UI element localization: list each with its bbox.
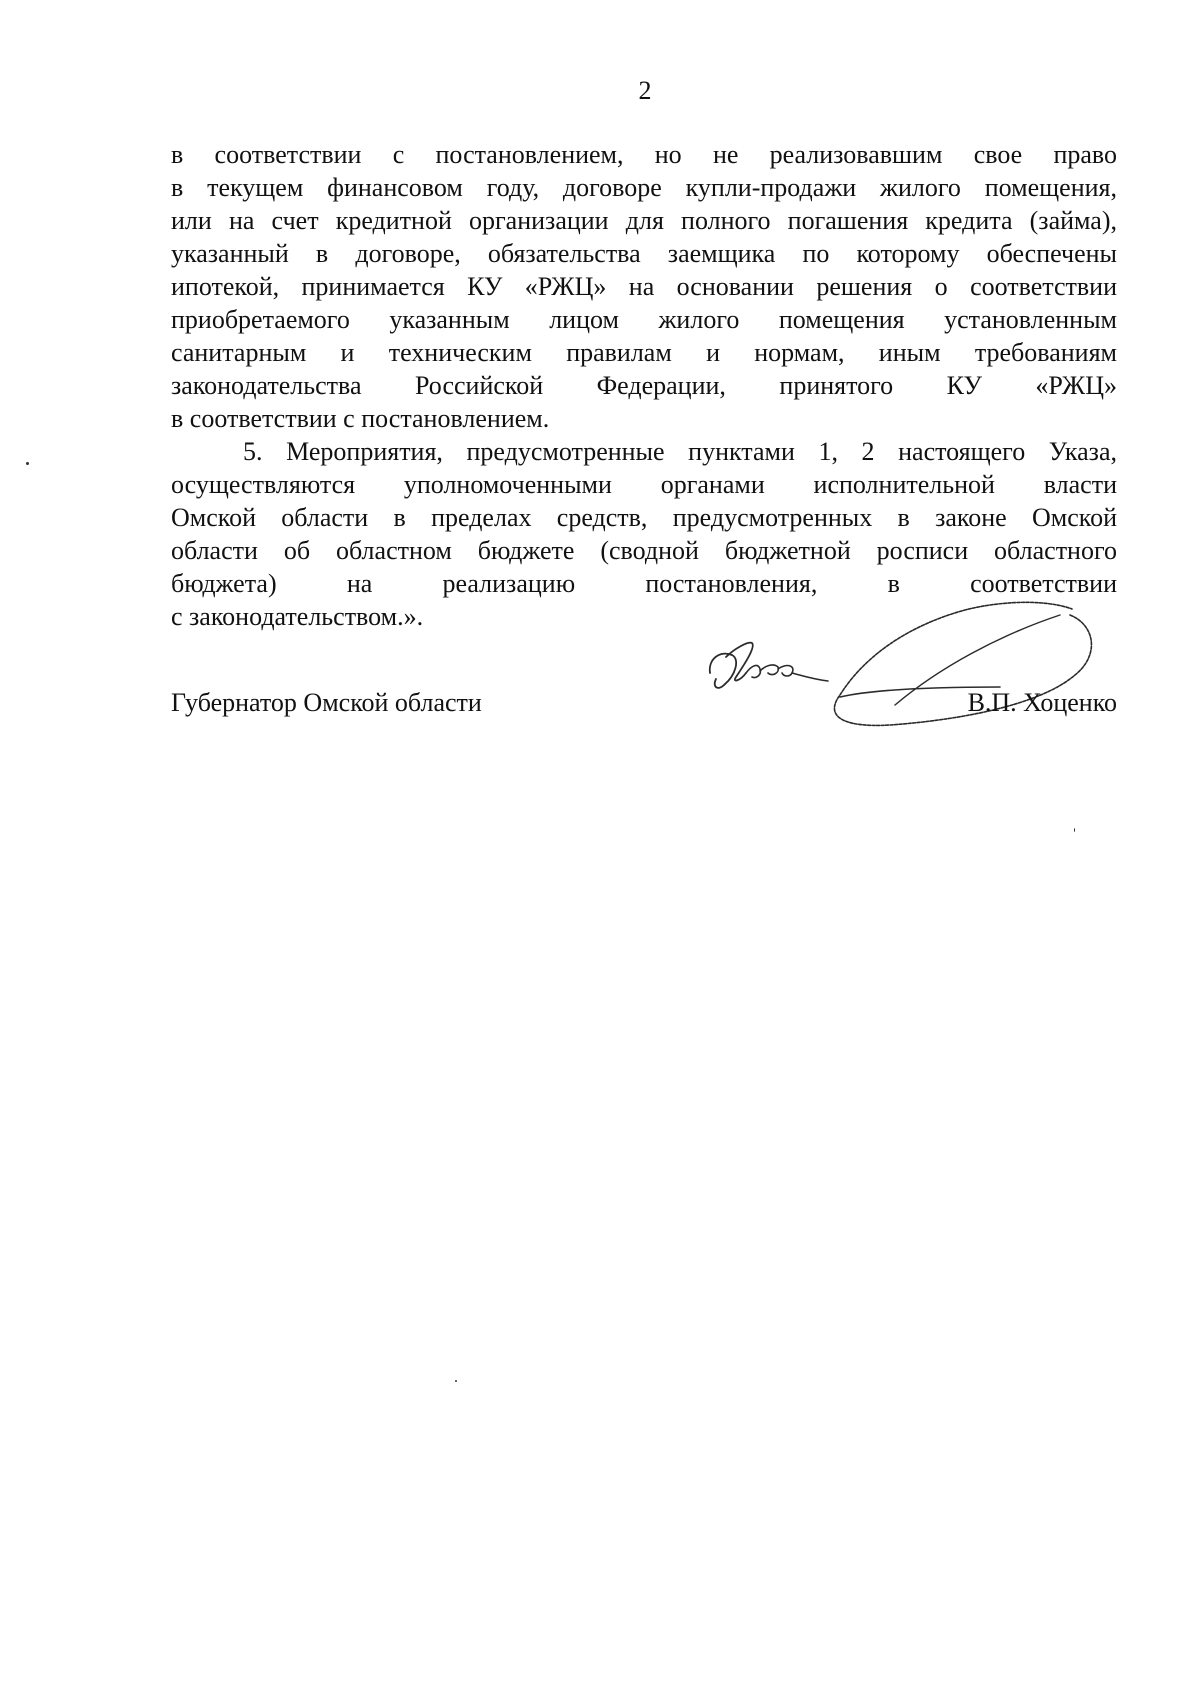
text-line: ипотекой, принимается КУ «РЖЦ» на основании решения о соответствии — [171, 272, 1117, 301]
text-line: бюджета) на реализацию постановления, в соответствии — [171, 569, 1117, 598]
page-number: 2 — [638, 76, 652, 105]
text-line: в соответствии с постановлением, но не реализовавшим свое право — [171, 140, 1117, 169]
text-line: с законодательством.». — [171, 602, 424, 631]
handwritten-signature — [700, 595, 1120, 775]
text-line: осуществляются уполномоченными органами исполнительной власти — [171, 470, 1117, 499]
text-line: указанный в договоре, обязательства заемщика по которому обеспечены — [171, 239, 1117, 268]
text-line: в текущем финансовом году, договоре купли-продажи жилого помещения, — [171, 173, 1117, 202]
text-line: Омской области в пределах средств, предусмотренных в законе Омской — [171, 503, 1117, 532]
text-line: приобретаемого указанным лицом жилого помещения установленным — [171, 305, 1117, 334]
scan-speck — [455, 1380, 457, 1382]
text-line: законодательства Российской Федерации, принятого КУ «РЖЦ» — [171, 371, 1117, 400]
signer-position: Губернатор Омской области — [171, 688, 482, 717]
scan-speck — [26, 462, 29, 465]
text-line: санитарным и техническим правилам и нормам, иным требованиям — [171, 338, 1117, 367]
document-body — [171, 138, 1117, 633]
text-line: или на счет кредитной организации для полного погашения кредита (займа), — [171, 206, 1117, 235]
paragraph-5-first-line: 5. Мероприятия, предусмотренные пунктами 1, 2 настоящего Указа, — [243, 437, 1117, 466]
text-line: в соответствии с постановлением. — [171, 404, 550, 433]
text-line: области об областном бюджете (сводной бюджетной росписи областного — [171, 536, 1117, 565]
signer-name: В.П. Хоценко — [967, 688, 1117, 717]
scan-speck — [1074, 828, 1075, 832]
